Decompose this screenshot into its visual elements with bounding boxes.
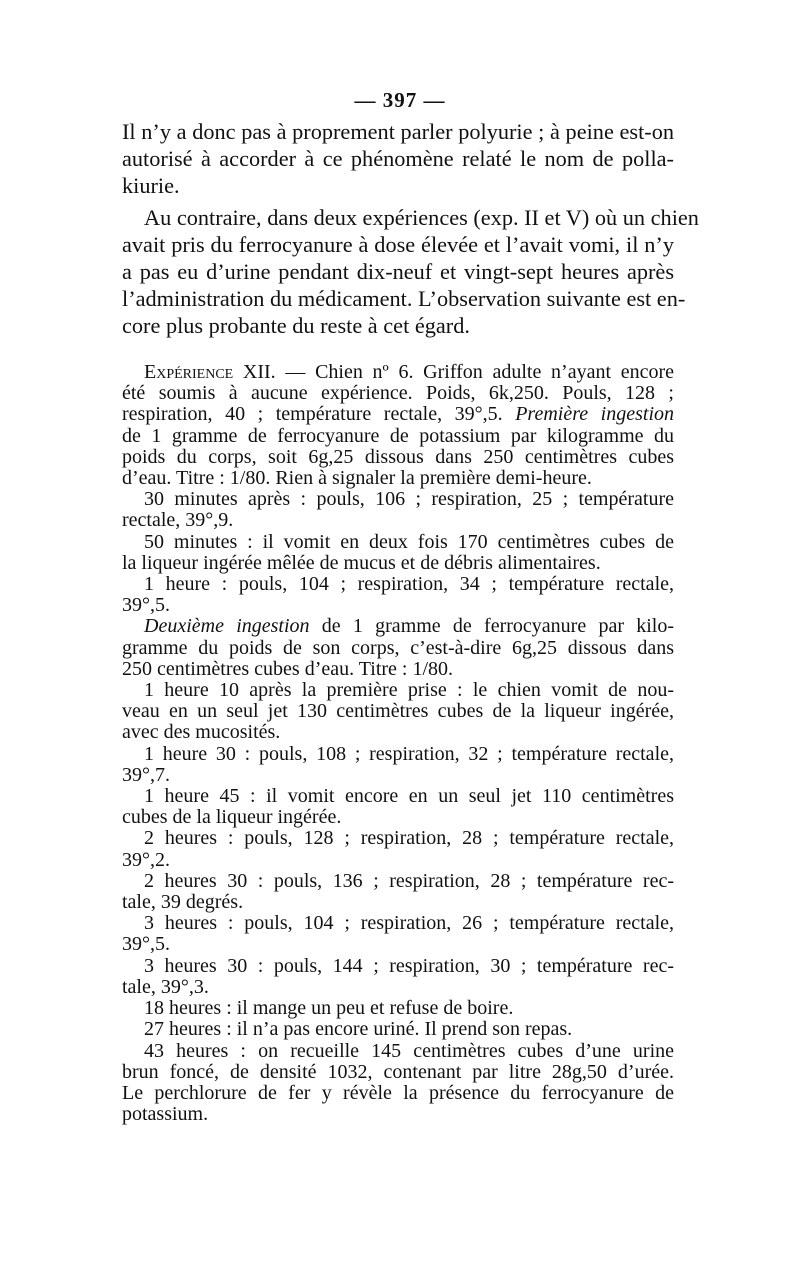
text-line: été soumis à aucune expérience. Poids, 6k,250. Pouls, 128 ; [122, 382, 674, 405]
text-line: 43 heures : on recueille 145 centimètres cubes d’une urine [144, 1039, 674, 1062]
text-line: respiration, 40 ; température rectale, 39°,5. Première ingestion [122, 403, 674, 426]
experience-section [122, 362, 674, 1125]
text-line: 18 heures : il mange un peu et refuse de boire. [144, 997, 514, 1020]
text-line: avait pris du ferrocyanure à dose élevée et l’avait vomi, il n’y [122, 232, 674, 257]
paragraph-1 [122, 118, 674, 199]
paragraph-2 [122, 204, 699, 339]
text-line: Il n’y a donc pas à proprement parler polyurie ; à peine est-on [122, 119, 674, 144]
text-line: 39°,2. [122, 848, 170, 871]
text-line: 30 minutes après : pouls, 106 ; respiration, 25 ; température [144, 488, 674, 511]
text-line: avec des mucosités. [122, 721, 281, 744]
text-line: Le perchlorure de fer y révèle la présence du ferrocyanure de [122, 1081, 674, 1104]
text-line: rectale, 39°,9. [122, 509, 234, 532]
text-line: 1 heure 45 : il vomit encore en un seul jet 110 centimètres [144, 785, 674, 808]
page-number: — 397 — [354, 88, 446, 112]
text-line: 1 heure 30 : pouls, 108 ; respiration, 32 ; température rectale, [144, 742, 674, 765]
text-line: tale, 39 degrés. [122, 891, 244, 914]
text-line: cubes de la liqueur ingérée. [122, 806, 342, 829]
text-line: 2 heures : pouls, 128 ; respiration, 28 ; température rectale, [144, 827, 674, 850]
text-line: l’administration du médicament. L’observation suivante est en- [122, 286, 686, 311]
italic-term: Première ingestion [515, 403, 674, 426]
text-line: la liqueur ingérée mêlée de mucus et de débris alimentaires. [122, 551, 601, 574]
text-line: potassium. [122, 1103, 209, 1126]
text-line: gramme du poids de son corps, c’est-à-dire 6g,25 dissous dans [122, 636, 674, 659]
text-line: a pas eu d’urine pendant dix-neuf et vingt-sept heures après [122, 259, 674, 284]
text-line: core plus probante du reste à cet égard. [122, 313, 470, 338]
page-body [122, 118, 699, 1126]
text-line: 39°,5. [122, 933, 170, 956]
experience-heading: Expérience XII. [144, 361, 276, 383]
text-line: kiurie. [122, 173, 180, 198]
text-line: 1 heure : pouls, 104 ; respiration, 34 ; température rectale, [144, 573, 674, 596]
text-line: de 1 gramme de ferrocyanure de potassium par kilogramme du [122, 424, 674, 447]
text-line: 250 centimètres cubes d’eau. Titre : 1/80. [122, 657, 454, 680]
text-line: 3 heures : pouls, 104 ; respiration, 26 ; température rectale, [144, 912, 674, 935]
text-line: autorisé à accorder à ce phénomène relaté le nom de polla- [122, 146, 674, 171]
text-line: 3 heures 30 : pouls, 144 ; respiration, 30 ; température rec- [144, 954, 674, 977]
text-line: 1 heure 10 après la première prise : le chien vomit de nou- [144, 679, 674, 702]
text-line: 39°,7. [122, 763, 170, 786]
text-line: poids du corps, soit 6g,25 dissous dans 250 centimètres cubes [122, 445, 674, 468]
text-line: Au contraire, dans deux expériences (exp. II et V) où un chien [144, 205, 699, 230]
text-line: brun foncé, de densité 1032, contenant par litre 28g,50 d’urée. [122, 1060, 674, 1083]
text-line: 2 heures 30 : pouls, 136 ; respiration, 28 ; température rec- [144, 869, 674, 892]
text-line: tale, 39°,3. [122, 975, 209, 998]
text-line: d’eau. Titre : 1/80. Rien à signaler la première demi-heure. [122, 467, 592, 490]
italic-term: Deuxième ingestion [144, 615, 310, 638]
text-line: Deuxième ingestion de 1 gramme de ferrocyanure par kilo- [144, 615, 674, 638]
text-line: veau en un seul jet 130 centimètres cubes de la liqueur ingérée, [122, 700, 674, 723]
text-line: 50 minutes : il vomit en deux fois 170 centimètres cubes de [144, 530, 674, 553]
text-line: 39°,5. [122, 594, 170, 617]
text-line: Expérience XII. — Chien nº 6. Griffon adulte n’ayant encore [144, 361, 674, 383]
text-line: 27 heures : il n’a pas encore uriné. Il prend son repas. [144, 1018, 573, 1041]
